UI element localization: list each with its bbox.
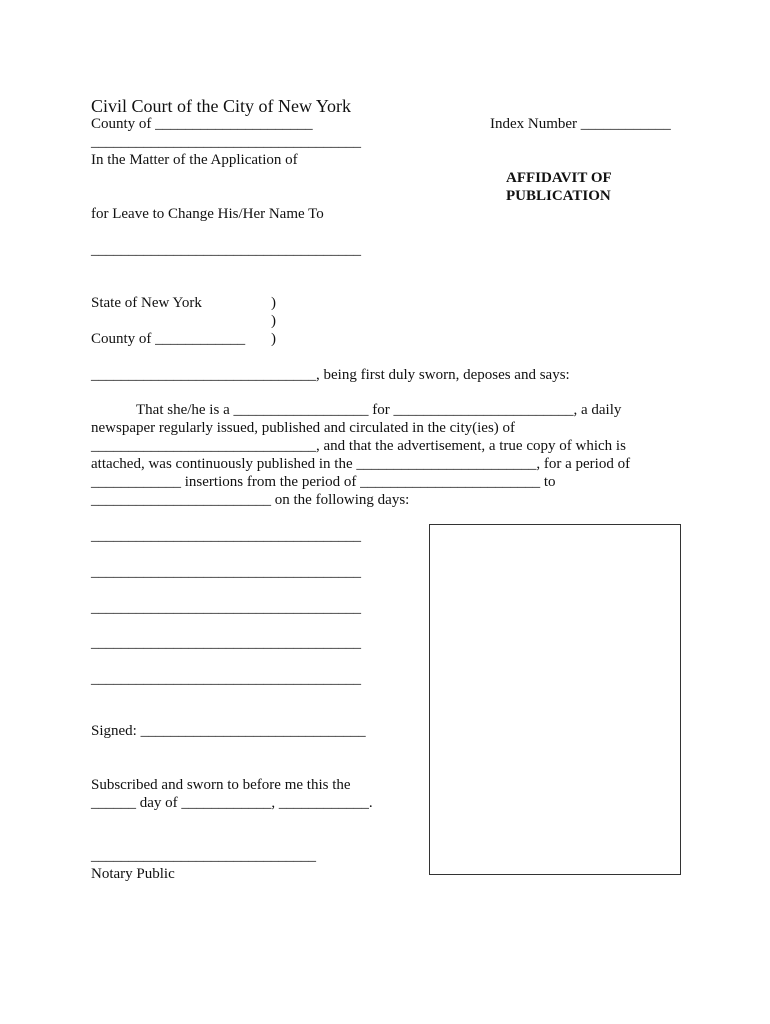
notary-signature-rule: ______________________________ bbox=[91, 848, 316, 864]
venue-paren-2: ) bbox=[271, 313, 276, 329]
paragraph-line-6: ________________________ on the following days: bbox=[91, 492, 410, 508]
date-line-1: ____________________________________ bbox=[91, 528, 361, 544]
advertisement-copy-box bbox=[429, 524, 681, 875]
leave-line: for Leave to Change His/Her Name To bbox=[91, 206, 324, 222]
paragraph-line-4: attached, was continuously published in the ________________________, for a period of bbox=[91, 456, 631, 472]
paragraph-line-5: ____________ insertions from the period of ________________________ to bbox=[91, 474, 556, 490]
venue-paren-1: ) bbox=[271, 295, 276, 311]
subscribed-line-1: Subscribed and sworn to before me this the bbox=[91, 777, 351, 793]
date-line-3: ____________________________________ bbox=[91, 600, 361, 616]
matter-line: In the Matter of the Application of bbox=[91, 152, 298, 168]
date-line-4: ____________________________________ bbox=[91, 635, 361, 651]
top-rule: ____________________________________ bbox=[91, 134, 361, 150]
date-line-2: ____________________________________ bbox=[91, 564, 361, 580]
venue-state: State of New York bbox=[91, 295, 202, 311]
notary-label: Notary Public bbox=[91, 866, 175, 882]
venue-county: County of ____________ bbox=[91, 331, 246, 347]
date-line-5: ____________________________________ bbox=[91, 671, 361, 687]
paragraph-line-2: newspaper regularly issued, published and circulated in the city(ies) of bbox=[91, 420, 516, 436]
venue-paren-3: ) bbox=[271, 331, 276, 347]
affidavit-title-line-1: AFFIDAVIT OF bbox=[506, 170, 612, 186]
signed-line: Signed: ______________________________ bbox=[91, 723, 366, 739]
new-name-rule: ____________________________________ bbox=[91, 242, 361, 258]
subscribed-line-2: ______ day of ____________, ____________. bbox=[91, 795, 373, 811]
paragraph-line-1: That she/he is a __________________ for ________________________, a daily bbox=[136, 402, 622, 418]
county-line: County of _____________________ bbox=[91, 116, 313, 132]
court-title: Civil Court of the City of New York bbox=[91, 96, 352, 116]
index-number-line: Index Number ____________ bbox=[490, 116, 671, 132]
sworn-line: ______________________________, being first duly sworn, deposes and says: bbox=[91, 367, 570, 383]
affidavit-title-line-2: PUBLICATION bbox=[506, 188, 611, 204]
paragraph-line-3: ______________________________, and that the advertisement, a true copy of which is bbox=[91, 438, 626, 454]
